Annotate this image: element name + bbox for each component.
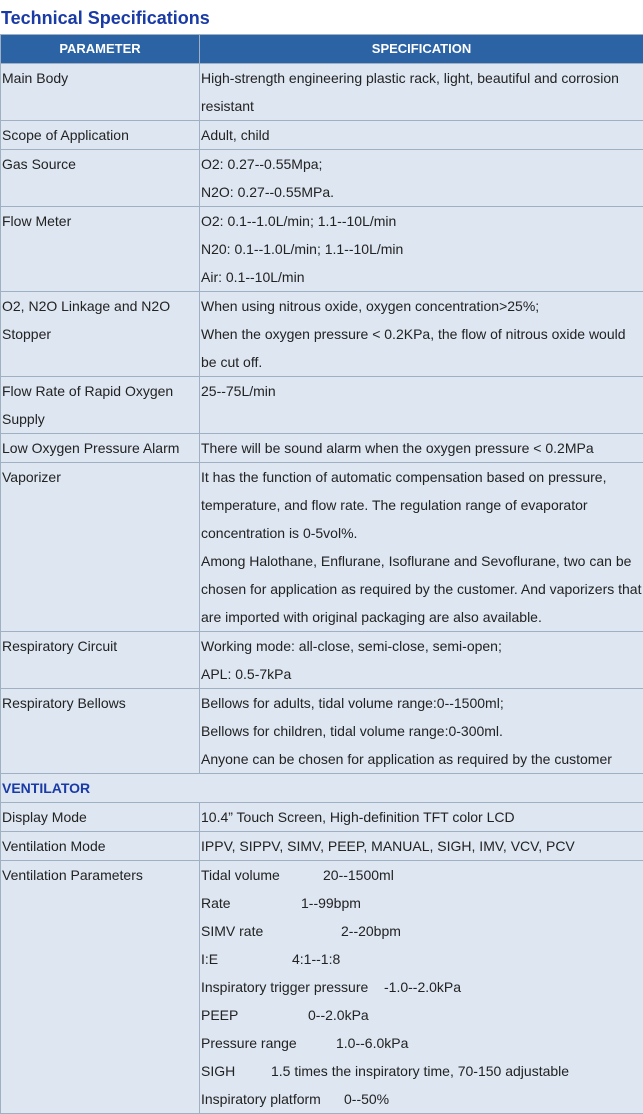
parameter-cell (1, 434, 200, 463)
ventilation-parameter-name: Rate (201, 889, 301, 917)
ventilation-parameter-item (201, 973, 643, 1001)
ventilation-parameter-item (201, 1001, 643, 1029)
header-parameter: PARAMETER (1, 35, 200, 64)
ventilation-parameter-item (201, 1029, 643, 1057)
ventilation-parameter-name: Inspiratory platform (201, 1085, 344, 1113)
specification-cell-line: N2O: 0.27--0.55MPa. (201, 178, 643, 206)
parameter-cell-line: Vaporizer (2, 463, 199, 491)
parameter-cell (1, 121, 200, 150)
ventilation-parameter-name: Inspiratory trigger pressure (201, 973, 384, 1001)
ventilation-parameter-value: 1.0--6.0kPa (336, 1029, 408, 1057)
parameter-cell (1, 292, 200, 377)
specification-cell (200, 377, 643, 434)
ventilation-parameter-value: 1.5 times the inspiratory time, 70-150 adjustable (271, 1057, 569, 1085)
table-row (1, 832, 643, 861)
table-row (1, 463, 643, 632)
specification-cell-line: High-strength engineering plastic rack, light, beautiful and corrosion (201, 64, 643, 92)
specification-cell-line: Among Halothane, Enflurane, Isoflurane and Sevoflurane, two can be (201, 547, 643, 575)
table-row (1, 121, 643, 150)
specification-cell: 10.4” Touch Screen, High-definition TFT color LCD (200, 803, 643, 832)
table-row (1, 632, 643, 689)
parameter-cell-line: Respiratory Circuit (2, 632, 199, 660)
specification-cell (200, 632, 643, 689)
specification-cell-line: When the oxygen pressure < 0.2KPa, the flow of nitrous oxide would (201, 320, 643, 348)
specification-cell (200, 121, 643, 150)
parameter-cell-line: Stopper (2, 320, 199, 348)
specification-cell-line: O2: 0.1--1.0L/min; 1.1--10L/min (201, 207, 643, 235)
parameter-cell (1, 64, 200, 121)
table-row (1, 434, 643, 463)
ventilation-parameter-value: 20--1500ml (323, 861, 394, 889)
ventilation-parameter-item (201, 889, 643, 917)
table-row (1, 64, 643, 121)
parameter-cell-line: Flow Meter (2, 207, 199, 235)
specification-cell-line: Working mode: all-close, semi-close, semi-open; (201, 632, 643, 660)
specification-cell-line: Adult, child (201, 121, 643, 149)
specification-cell-line: concentration is 0-5vol%. (201, 519, 643, 547)
specification-cell (200, 861, 643, 1114)
parameter-cell (1, 150, 200, 207)
specification-cell-line: be cut off. (201, 348, 643, 376)
specification-cell (200, 64, 643, 121)
ventilation-parameter-name: I:E (201, 945, 292, 973)
parameter-cell-line: Flow Rate of Rapid Oxygen (2, 377, 199, 405)
specification-cell (200, 207, 643, 292)
ventilation-parameter-item (201, 917, 643, 945)
specification-cell-line: resistant (201, 92, 643, 120)
ventilation-parameter-name: SIGH (201, 1057, 271, 1085)
parameter-cell: Ventilation Parameters (1, 861, 200, 1114)
specification-cell: IPPV, SIPPV, SIMV, PEEP, MANUAL, SIGH, IMV, VCV, PCV (200, 832, 643, 861)
parameter-cell-line: Main Body (2, 64, 199, 92)
specification-cell-line: Bellows for adults, tidal volume range:0--1500ml; (201, 689, 643, 717)
parameter-cell-line: Respiratory Bellows (2, 689, 199, 717)
ventilation-parameter-value: 0--50% (344, 1085, 389, 1113)
table-row (1, 861, 643, 1114)
ventilation-parameter-item (201, 945, 643, 973)
specification-cell-line: It has the function of automatic compensation based on pressure, (201, 463, 643, 491)
ventilation-parameter-value: 0--2.0kPa (308, 1001, 369, 1029)
parameter-cell (1, 632, 200, 689)
specification-cell (200, 150, 643, 207)
section-title-ventilator: VENTILATOR (1, 774, 643, 803)
specification-cell-line: chosen for application as required by the customer. And vaporizers that (201, 575, 643, 603)
specification-cell-line: Air: 0.1--10L/min (201, 263, 643, 291)
parameter-cell-line: Low Oxygen Pressure Alarm (2, 434, 199, 462)
parameter-cell (1, 377, 200, 434)
specification-cell-line: 25--75L/min (201, 377, 643, 405)
table-header-row (1, 35, 643, 64)
specification-cell-line: Bellows for children, tidal volume range:0-300ml. (201, 717, 643, 745)
ventilation-parameter-value: -1.0--2.0kPa (384, 973, 461, 1001)
specification-cell-line: There will be sound alarm when the oxygen pressure < 0.2MPa (201, 434, 643, 462)
parameter-cell (1, 207, 200, 292)
specification-cell-line: temperature, and flow rate. The regulation range of evaporator (201, 491, 643, 519)
parameter-cell-line: O2, N2O Linkage and N2O (2, 292, 199, 320)
ventilation-parameter-name: Tidal volume (201, 861, 323, 889)
specification-cell-line: are imported with original packaging are also available. (201, 603, 643, 631)
table-row (1, 803, 643, 832)
parameter-cell-line: Supply (2, 405, 199, 433)
parameter-cell-line: Scope of Application (2, 121, 199, 149)
ventilation-parameter-value: 1--99bpm (301, 889, 361, 917)
parameter-cell (1, 689, 200, 774)
specifications-body (1, 64, 643, 1114)
table-row (1, 207, 643, 292)
ventilation-parameter-name: PEEP (201, 1001, 308, 1029)
table-row (1, 292, 643, 377)
specification-cell (200, 463, 643, 632)
specification-cell (200, 292, 643, 377)
ventilation-parameter-name: SIMV rate (201, 917, 341, 945)
parameter-cell: Ventilation Mode (1, 832, 200, 861)
parameter-cell (1, 463, 200, 632)
ventilation-parameter-item (201, 1057, 643, 1085)
specification-cell-line: APL: 0.5-7kPa (201, 660, 643, 688)
specifications-table (0, 34, 643, 1114)
specification-cell (200, 689, 643, 774)
ventilation-parameter-value: 4:1--1:8 (292, 945, 340, 973)
specification-cell (200, 434, 643, 463)
specification-cell-line: N20: 0.1--1.0L/min; 1.1--10L/min (201, 235, 643, 263)
header-specification: SPECIFICATION (200, 35, 643, 64)
table-row (1, 689, 643, 774)
specification-cell-line: When using nitrous oxide, oxygen concentration>25%; (201, 292, 643, 320)
section-row (1, 774, 643, 803)
specification-cell-line: O2: 0.27--0.55Mpa; (201, 150, 643, 178)
parameter-cell-line: Gas Source (2, 150, 199, 178)
ventilation-parameter-item (201, 861, 643, 889)
parameter-cell: Display Mode (1, 803, 200, 832)
table-row (1, 377, 643, 434)
specification-cell-line: Anyone can be chosen for application as required by the customer (201, 745, 643, 773)
ventilation-parameter-value: 2--20bpm (341, 917, 401, 945)
page-title: Technical Specifications (0, 0, 643, 34)
ventilation-parameter-name: Pressure range (201, 1029, 336, 1057)
table-row (1, 150, 643, 207)
